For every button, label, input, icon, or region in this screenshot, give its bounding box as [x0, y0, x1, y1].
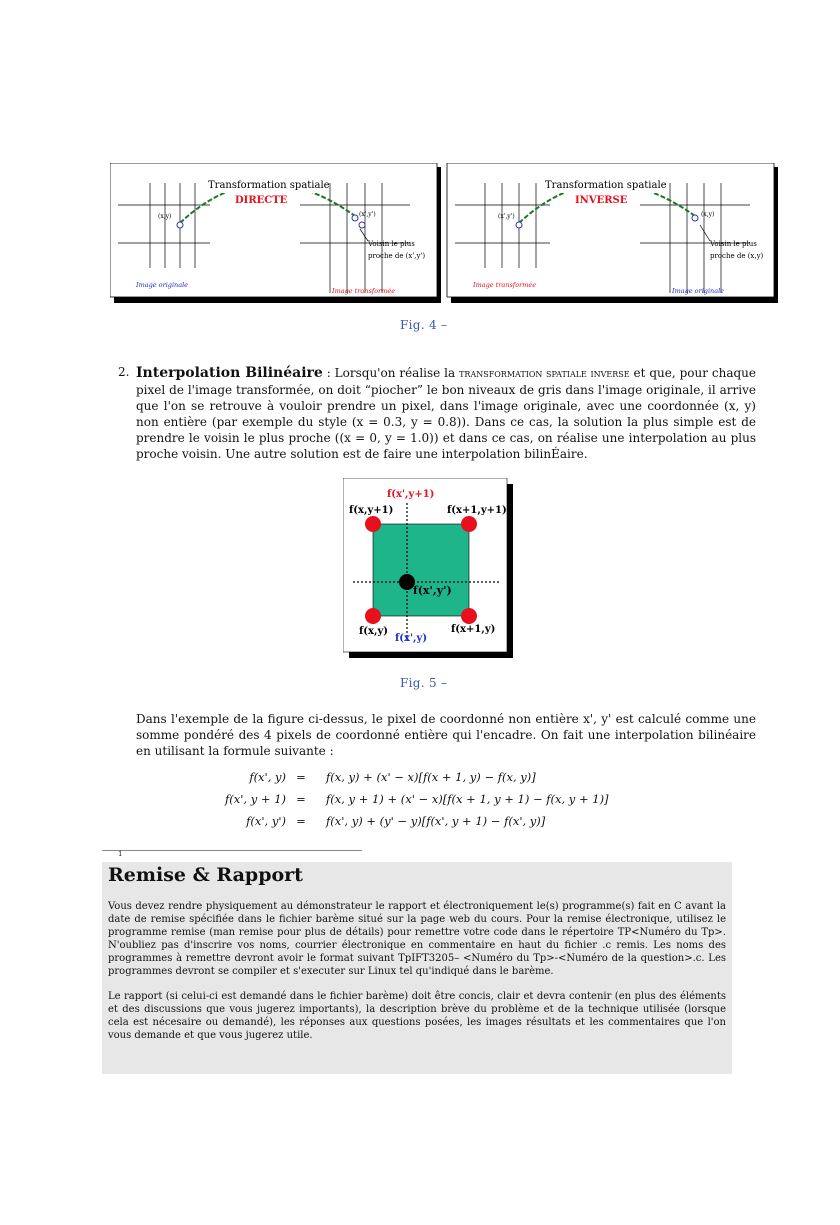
equations [136, 770, 756, 830]
right-subtitle: INVERSE [575, 195, 628, 206]
remise-box [102, 862, 732, 1074]
paragraph-2: Dans l'exemple de la figure ci-dessus, le pixel de coordonné non entière x', y' est calculé comme une somme pondéré des 4 pixels de coordonné entière qui l'encadre. On fait une interpolation bilinéaire en utilisant la formule suivante : [136, 712, 756, 758]
figure-4-left-panel [110, 163, 441, 303]
remise-title: Remise & Rapport [108, 864, 303, 886]
corner-point [461, 608, 477, 624]
item-smallcaps: transformation spatiale inverse [459, 367, 630, 380]
left-point-src: (x,y) [158, 213, 172, 220]
left-title: Transformation spatiale [208, 180, 330, 191]
label-top-red: f(x',y+1) [387, 489, 435, 500]
corner-point [365, 608, 381, 624]
left-subtitle: DIRECTE [235, 195, 288, 206]
corner-point [461, 516, 477, 532]
figure-4 [110, 163, 778, 303]
label-bl: f(x,y) [359, 626, 389, 637]
eq1-rhs: f(x, y) + (x' − x)[f(x + 1, y) − f(x, y)] [326, 770, 536, 784]
right-note-1: Voisin le plus [710, 240, 757, 248]
right-title: Transformation spatiale [545, 180, 667, 191]
figure-5 [343, 478, 513, 658]
eq3-rhs: f(x', y) + (y' − y)[f(x', y + 1) − f(x', y)] [326, 814, 546, 828]
left-note-1: Voisin le plus [368, 240, 415, 248]
eq2-lhs: f(x', y + 1) [225, 792, 286, 806]
label-tr: f(x+1,y+1) [447, 505, 507, 516]
left-point-dst: (x',y') [359, 211, 376, 218]
right-label-left: Image transformée [473, 281, 537, 289]
item-text-a: : Lorsqu'on réalise la [322, 366, 460, 380]
eq1-lhs: f(x', y) [249, 770, 286, 784]
item-text-b: et que, pour chaque pixel de l'image transformée, on doit “piocher” le bon niveaux de gris dans l'image originale, il arrive que l'on se retrouve à vouloir prendre un pixel, dans l'image originale, avec une coordonnée (x, y) non entière (par exemple du style (x = 0.3, y = 0.8)). Dans ce cas, la solution la plus simple est de prendre le voisin le plus proche ((x = 0, y = 1.0)) et dans ce cas, on réalise une interpolation au plus proche voisin. Une autre solution est de faire une interpolation bilinÉaire. [136, 366, 756, 461]
figure-4-right-panel [447, 163, 778, 303]
eq1-equals: = [296, 770, 306, 784]
eq3-equals: = [296, 814, 306, 828]
remise-paragraph-2: Le rapport (si celui-ci est demandé dans le fichier barème) doit être concis, clair et devra contenir (en plus des éléments et des discussions que vous jugerez importants), la description brève du problème et de la technique utilisée (lorsque cela est nécesaire ou demandé), les réponses aux questions posées, les images résultats et les commentaires que l'on vous demande et que vous jugerez utile. [108, 991, 726, 1041]
right-point-dst: (x,y) [701, 211, 715, 218]
left-label-right: Image transformée [332, 287, 396, 295]
corner-point [365, 516, 381, 532]
footnote-marker: 1 [118, 850, 123, 858]
label-br: f(x+1,y) [451, 624, 496, 635]
right-point-src: (x',y') [498, 213, 515, 220]
figure-5-caption: Fig. 5 – [400, 676, 448, 690]
interpolation-square [373, 524, 469, 616]
label-bottom-blue: f(x',y) [395, 633, 428, 644]
left-label-left: Image originale [136, 281, 189, 289]
footnote-rule [102, 850, 362, 851]
figure-4-caption: Fig. 4 – [400, 318, 448, 332]
label-center: f(x',y') [413, 584, 452, 597]
item-number: 2. [118, 365, 130, 379]
item-paragraph [136, 365, 756, 462]
right-note-2: proche de (x,y) [710, 252, 764, 260]
right-label-right: Image originale [672, 287, 725, 295]
item-title: Interpolation Bilinéaire [136, 365, 323, 381]
label-tl: f(x,y+1) [349, 505, 394, 516]
eq3-lhs: f(x', y') [246, 814, 286, 828]
remise-paragraph-1: Vous devez rendre physiquement au démonstrateur le rapport et électroniquement le(s) programme(s) fait en C avant la date de remise spécifiée dans le fichier barème situé sur la page web du cours. Pour la remise électronique, utilisez le programme remise (man remise pour plus de détails) pour remettre votre code dans le répertoire TP<Numéro du Tp>. N'oubliez pas d'inscrire vos noms, courrier électronique en commentaire en haut du fichier .c remis. Les noms des programmes à remettre devront avoir le format suivant TpIFT3205– <Numéro du Tp>-<Numéro de la question>.c. Les programmes devront se compiler et s'executer sur Linux tel qu'indiqué dans le barème. [108, 901, 726, 977]
eq2-rhs: f(x, y + 1) + (x' − x)[f(x + 1, y + 1) − f(x, y + 1)] [326, 792, 609, 806]
left-note-2: proche de (x',y') [368, 252, 426, 260]
eq2-equals: = [296, 792, 306, 806]
